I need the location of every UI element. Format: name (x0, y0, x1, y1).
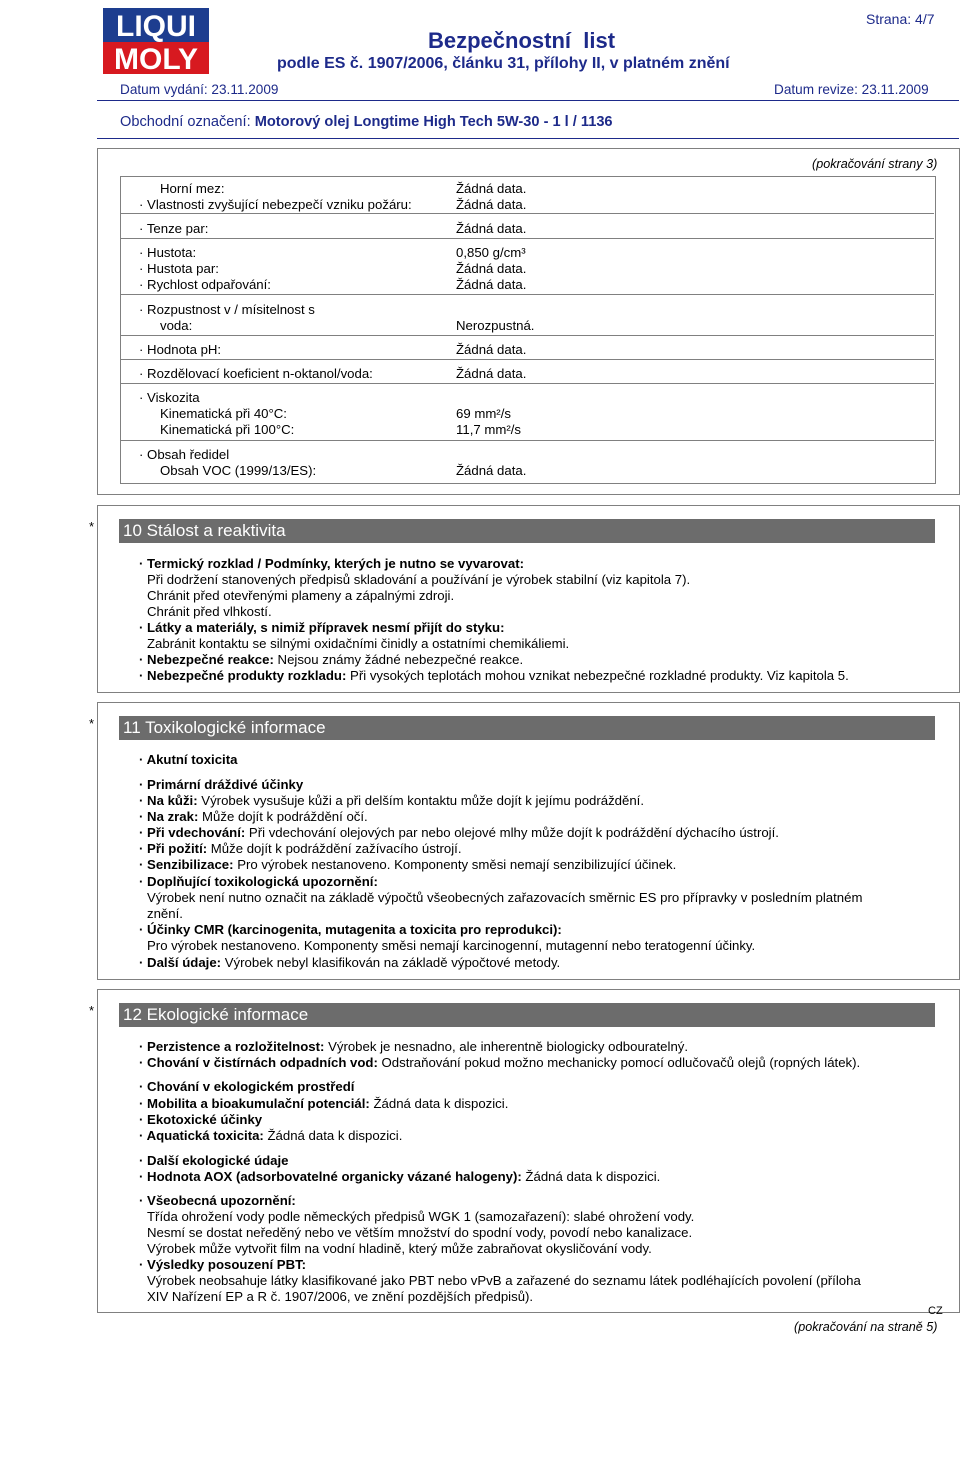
evaporation-label: · Rychlost odpařování: (139, 277, 271, 292)
ph-value: Žádná data. (456, 342, 527, 357)
solubility-label: · Rozpustnost v / mísitelnost s (139, 302, 315, 317)
s11-further-label: · Další údaje: (139, 955, 222, 970)
viscosity-label: · Viskozita (139, 390, 200, 405)
ph-label: · Hodnota pH: (139, 342, 222, 357)
vapor-density-label: · Hustota par: (139, 261, 219, 276)
voc-label: Obsah VOC (1999/13/ES): (160, 463, 317, 478)
s12-aox (139, 1169, 660, 1184)
s11-text: Pro výrobek nestanoveno. Komponenty směsi nemají karcinogenní, mutagenní nebo teratogenní účinky. (147, 938, 756, 953)
s11-cmr-label: · Účinky CMR (karcinogenita, mutagenita a toxicita pro reprodukci): (139, 922, 562, 937)
s12-text: Výrobek neobsahuje látky klasifikované jako PBT nebo vPvB a zařazené do seznamu látek podléhajících povolení (příloha (147, 1273, 861, 1288)
page-number: Strana: 4/7 (866, 11, 935, 27)
product-divider (97, 138, 959, 139)
s10-reactions (139, 652, 523, 667)
s12-sewage-label: · Chování v čistírnách odpadních vod: (139, 1055, 378, 1070)
s11-primary: · Primární dráždivé účinky (139, 777, 304, 792)
s12-persistence-text: Výrobek je nesnadno, ale inherentně biologicky odbouratelný. (324, 1039, 689, 1054)
row-divider (120, 335, 934, 336)
upper-limit-value: Žádná data. (456, 181, 527, 196)
viscosity-100-value: 11,7 mm²/s (456, 422, 521, 437)
change-marker: * (89, 519, 95, 534)
continued-from: (pokračování strany 3) (812, 157, 938, 171)
s11-ingestion (139, 841, 462, 856)
s11-ingestion-label: · Při požití: (139, 841, 208, 856)
s12-mobility (139, 1096, 508, 1111)
fire-label: · Vlastnosti zvyšující nebezpečí vzniku požáru: (139, 197, 412, 212)
s12-general-label: · Všeobecná upozornění: (139, 1193, 296, 1208)
s12-mobility-label: · Mobilita a bioakumulační potenciál: (139, 1096, 370, 1111)
vapor-pressure-value: Žádná data. (456, 221, 527, 236)
s10-materials-label: · Látky a materiály, s nimiž přípravek nesmí přijít do styku: (139, 620, 505, 635)
s11-eyes (139, 809, 368, 824)
s12-text: Třída ohrožení vody podle německých předpisů WGK 1 (samozařazení): slabé ohrožení vody. (147, 1209, 695, 1224)
row-divider (120, 440, 934, 441)
svg-text:LIQUI: LIQUI (116, 10, 196, 43)
vapor-pressure-label: · Tenze par: (139, 221, 209, 236)
issue-date: Datum vydání: 23.11.2009 (120, 82, 279, 97)
liqui-moly-logo (101, 6, 211, 76)
partition-value: Žádná data. (456, 366, 527, 381)
s11-text: Výrobek není nutno označit na základě výpočtů všeobecných zařazovacích směrnic ES pro přípravky v posledním platném (147, 890, 863, 905)
svg-text:MOLY: MOLY (114, 43, 198, 76)
solubility-value: Nerozpustná. (456, 318, 535, 333)
product-label: Obchodní označení: (120, 114, 251, 130)
voc-value: Žádná data. (456, 463, 527, 478)
evaporation-value: Žádná data. (456, 277, 527, 292)
vapor-density-value: Žádná data. (456, 261, 527, 276)
s12-aquatic-text: Žádná data k dispozici. (263, 1128, 403, 1143)
s12-aquatic (139, 1128, 402, 1143)
s11-sensitization (139, 857, 676, 872)
language-code: CZ (928, 1305, 943, 1317)
s12-text: XIV Nařízení EP a R č. 1907/2006, ve znění pozdějších předpisů). (147, 1289, 534, 1304)
s12-pbt-label: · Výsledky posouzení PBT: (139, 1257, 307, 1272)
viscosity-40-value: 69 mm²/s (456, 406, 511, 421)
s10-reactions-text: Nejsou známy žádné nebezpečné reakce. (273, 652, 524, 667)
row-divider (120, 213, 934, 214)
s12-persistence (139, 1039, 688, 1054)
s11-ingestion-text: Může dojít k podráždění zažívacího ústrojí. (207, 841, 462, 856)
s11-inhalation-label: · Při vdechování: (139, 825, 246, 840)
s10-decomposition-text: Při vysokých teplotách mohou vznikat nebezpečné rozkladné produkty. Viz kapitola 5. (346, 668, 849, 683)
s11-additional-label: · Doplňující toxikologická upozornění: (139, 874, 378, 889)
row-divider (120, 359, 934, 360)
s12-text: Nesmí se dostat neředěný nebo ve větším množství do spodní vody, povodí nebo kanalizace. (147, 1225, 693, 1240)
s10-text: Chránit před vlhkostí. (147, 604, 272, 619)
s11-sensitization-label: · Senzibilizace: (139, 857, 234, 872)
viscosity-100-label: Kinematická při 100°C: (160, 422, 295, 437)
s12-behavior: · Chování v ekologickém prostředí (139, 1079, 355, 1094)
s10-decomposition (139, 668, 849, 683)
partition-label: · Rozdělovací koeficient n-oktanol/voda: (139, 366, 373, 381)
row-divider (120, 294, 934, 295)
section-12-heading: 12 Ekologické informace (119, 1003, 935, 1027)
s11-acute: · Akutní toxicita (139, 752, 238, 767)
s11-eyes-text: Může dojít k podráždění očí. (198, 809, 368, 824)
density-label: · Hustota: (139, 245, 197, 260)
s10-decomposition-label: · Nebezpečné produkty rozkladu: (139, 668, 347, 683)
fire-value: Žádná data. (456, 197, 527, 212)
s10-text: Chránit před otevřenými plameny a zápalnými zdroji. (147, 588, 455, 603)
s12-other-eco: · Další ekologické údaje (139, 1153, 289, 1168)
s11-further-text: Výrobek nebyl klasifikován na základě výpočtové metody. (221, 955, 561, 970)
s10-reactions-label: · Nebezpečné reakce: (139, 652, 274, 667)
product-name: Motorový olej Longtime High Tech 5W-30 - 1 l / 1136 (254, 114, 613, 130)
s12-aox-text: Žádná data k dispozici. (521, 1169, 661, 1184)
s12-ecotoxic: · Ekotoxické účinky (139, 1112, 263, 1127)
row-divider (120, 383, 934, 384)
s11-eyes-label: · Na zrak: (139, 809, 199, 824)
s12-aox-label: · Hodnota AOX (adsorbovatelné organicky vázané halogeny): (139, 1169, 522, 1184)
s10-text: Zabránit kontaktu se silnými oxidačními činidly a ostatními chemikáliemi. (147, 636, 570, 651)
upper-limit-label: Horní mez: (160, 181, 225, 196)
header-divider (97, 100, 959, 101)
solubility-label-water: voda: (160, 318, 193, 333)
section-10-heading: 10 Stálost a reaktivita (119, 519, 935, 543)
s10-thermal-label: · Termický rozklad / Podmínky, kterých je nutno se vyvarovat: (139, 556, 525, 571)
viscosity-40-label: Kinematická při 40°C: (160, 406, 287, 421)
s12-aquatic-label: · Aquatická toxicita: (139, 1128, 264, 1143)
revision-date: Datum revize: 23.11.2009 (774, 82, 929, 97)
change-marker: * (89, 1003, 95, 1018)
density-value: 0,850 g/cm³ (456, 245, 526, 260)
s12-sewage-text: Odstraňování pokud možno mechanicky pomocí odlučovačů olejů (ropných látek). (377, 1055, 861, 1070)
section-11-heading: 11 Toxikologické informace (119, 716, 935, 740)
continued-on: (pokračování na straně 5) (794, 1320, 938, 1334)
s12-persistence-label: · Perzistence a rozložitelnost: (139, 1039, 325, 1054)
s11-inhalation-text: Při vdechování olejových par nebo olejové mlhy může dojít k podráždění dýchacího ústrojí. (245, 825, 779, 840)
product-designation (120, 114, 613, 130)
s11-text: znění. (147, 906, 183, 921)
solvents-label: · Obsah ředidel (139, 447, 230, 462)
change-marker: * (89, 716, 95, 731)
s11-skin-label: · Na kůži: (139, 793, 198, 808)
s12-mobility-text: Žádná data k dispozici. (369, 1096, 509, 1111)
s10-text: Při dodržení stanovených předpisů skladování a používání je výrobek stabilní (viz kapitola 7). (147, 572, 691, 587)
s11-further (139, 955, 560, 970)
row-divider (120, 238, 934, 239)
s11-inhalation (139, 825, 779, 840)
s11-sensitization-text: Pro výrobek nestanoveno. Komponenty směsi nemají senzibilizující účinek. (233, 857, 677, 872)
document-title: Bezpečnostní list (428, 28, 616, 53)
document-subtitle: podle ES č. 1907/2006, článku 31, přílohy II, v platném znění (277, 55, 730, 72)
s12-text: Výrobek může vytvořit film na vodní hladině, který může zabraňovat okysličování vody. (147, 1241, 652, 1256)
s12-sewage (139, 1055, 860, 1070)
s11-skin (139, 793, 644, 808)
s11-skin-text: Výrobek vysušuje kůži a při delším kontaktu může dojít k jejímu podráždění. (197, 793, 645, 808)
